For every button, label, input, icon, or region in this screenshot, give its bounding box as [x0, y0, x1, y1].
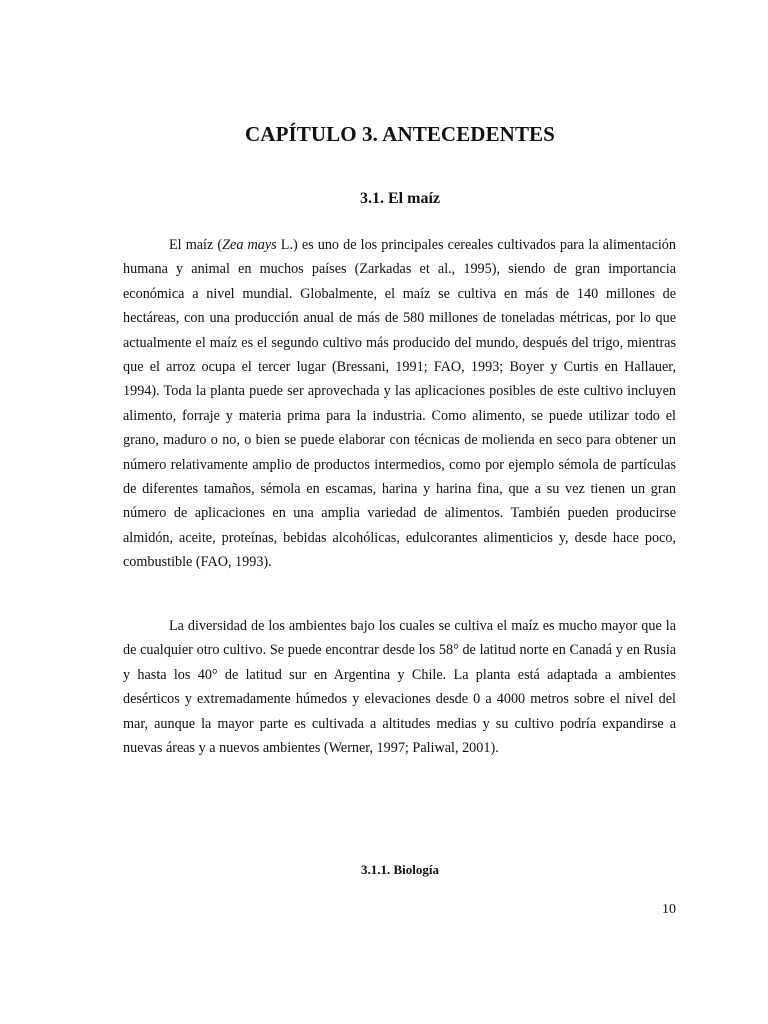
paragraph-prefix: El maíz ( — [169, 237, 223, 253]
chapter-title: CAPÍTULO 3. ANTECEDENTES — [245, 122, 555, 146]
paragraph-maize-environments: La diversidad de los ambientes bajo los cuales se cultiva el maíz es mucho mayor que la de cualquier otro cultivo. Se puede encontrar desde los 58° de latitud norte en Canadá y en Rusia y hasta los 40° de latitud sur en Argentina y Chile. La planta está adaptada a ambientes desérticos y extremadamente húmedos y elevaciones desde 0 a 4000 metros sobre el nivel del mar, aunque la mayor parte es cultivada a altitudes medias y su cultivo podría expandirse a nuevas áreas y a nuevos ambientes (Werner, 1997; Paliwal, 2001). — [123, 618, 676, 757]
paragraph-body: L.) es uno de los principales cereales cultivados para la alimentación humana y animal en muchos países (Zarkadas et al., 1995), siendo de gran importancia económica a nivel mundial. Globalmente, el maíz se cultiva en más de 140 millones de hectáreas, con una producción anual de más de 580 millones de toneladas métricas, por lo que actualmente el maíz es el segundo cultivo más producido del mundo, después del trigo, mientras que el arroz ocupa el tercer lugar (Bressani, 1991; FAO, 1993; Boyer y Curtis en Hallauer, 1994). Toda la planta puede ser aprovechada y las aplicaciones posibles de este cultivo incluyen alimento, forraje y materia prima para la industria. Como alimento, se puede utilizar todo el grano, maduro o no, o bien se puede elaborar con técnicas de molienda en seco para obtener un número relativamente amplio de productos intermedios, como por ejemplo sémola de partículas de diferentes tamaños, sémola en escamas, harina y harina fina, que a su vez tienen un gran número de aplicaciones en una amplia variedad de alimentos. También pueden producirse almidón, aceite, proteínas, bebidas alcohólicas, edulcorantes alimenticios y, desde hace poco, combustible (FAO, 1993). — [123, 237, 676, 571]
page-number: 10 — [662, 902, 676, 917]
paragraph-maize-intro — [123, 233, 676, 575]
section-title: 3.1. El maíz — [360, 190, 440, 207]
species-name: Zea mays — [222, 237, 277, 253]
subsection-title: 3.1.1. Biología — [360, 862, 439, 877]
